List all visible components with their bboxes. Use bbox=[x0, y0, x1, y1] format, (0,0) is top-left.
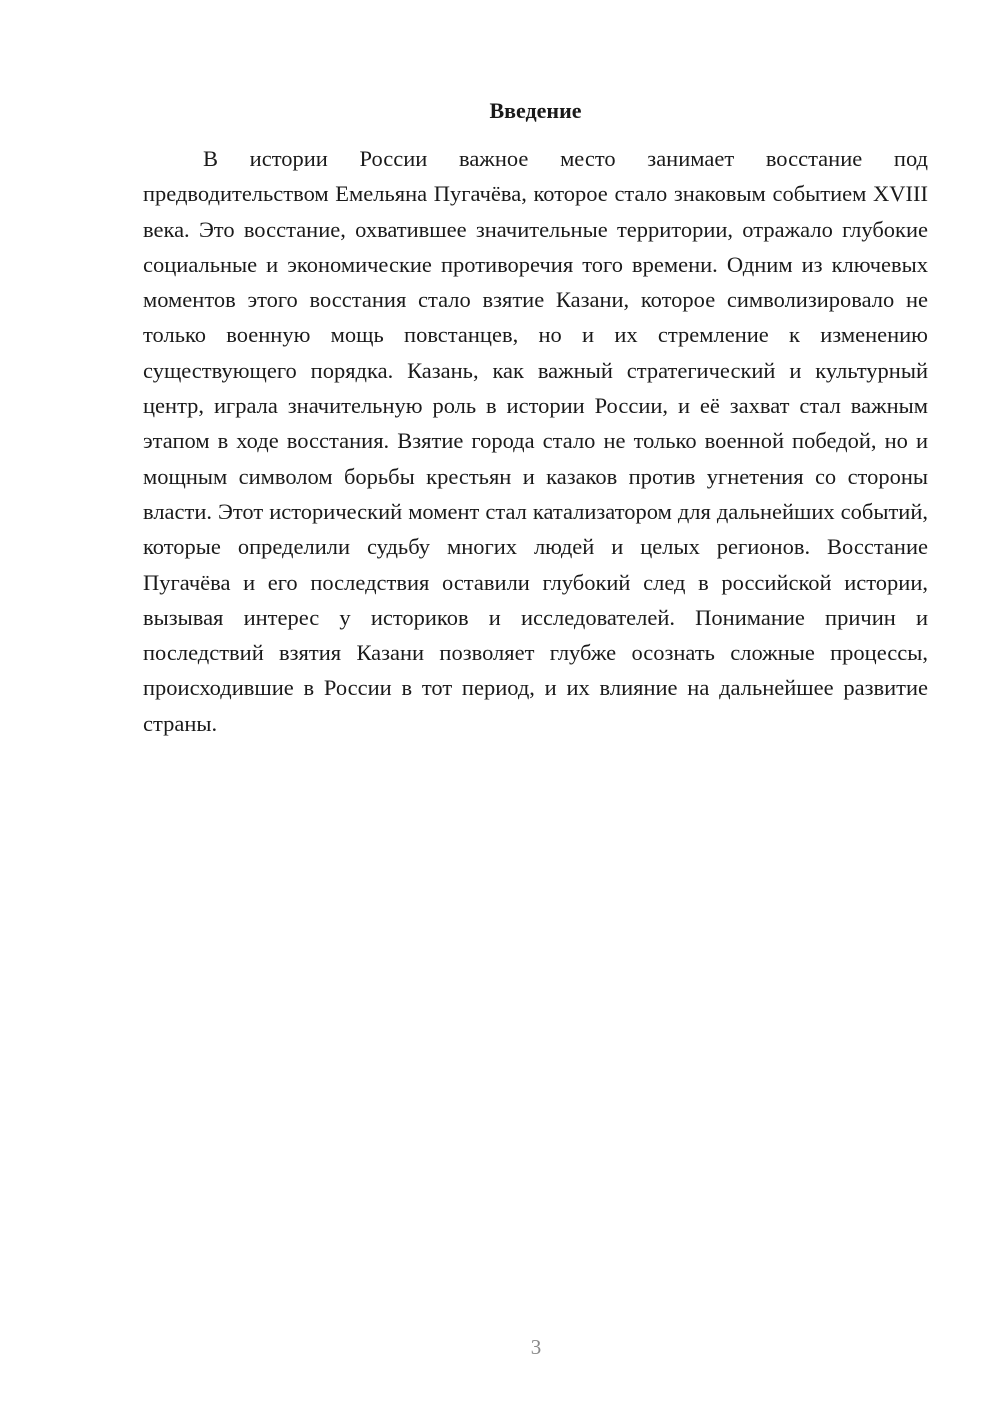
body-paragraph: В истории России важное место занимает восстание под предводительством Емельяна Пугачёва, которое стало знаковым событием XVIII века. Это восстание, охватившее значительные территории, отражало глубокие социальные и экономические противоречия того времени. Одним из ключевых моментов этого восстания стало взятие Казани, которое символизировало не только военную мощь повстанцев, но и их стремление к изменению существующего порядка. Казань, как важный стратегический и культурный центр, играла значительную роль в истории России, и её захват стал важным этапом в ходе восстания. Взятие города стало не только военной победой, но и мощным символом борьбы крестьян и казаков против угнетения со стороны власти. Этот исторический момент стал катализатором для дальнейших событий, которые определили судьбу многих людей и целых регионов. Восстание Пугачёва и его последствия оставили глубокий след в российской истории, вызывая интерес у историков и исследователей. Понимание причин и последствий взятия Казани позволяет глубже осознать сложные процессы, происходившие в России в тот период, и их влияние на дальнейшее развитие страны. bbox=[143, 146, 928, 736]
section-heading: Введение bbox=[489, 98, 582, 123]
page-number: 3 bbox=[530, 1335, 542, 1359]
